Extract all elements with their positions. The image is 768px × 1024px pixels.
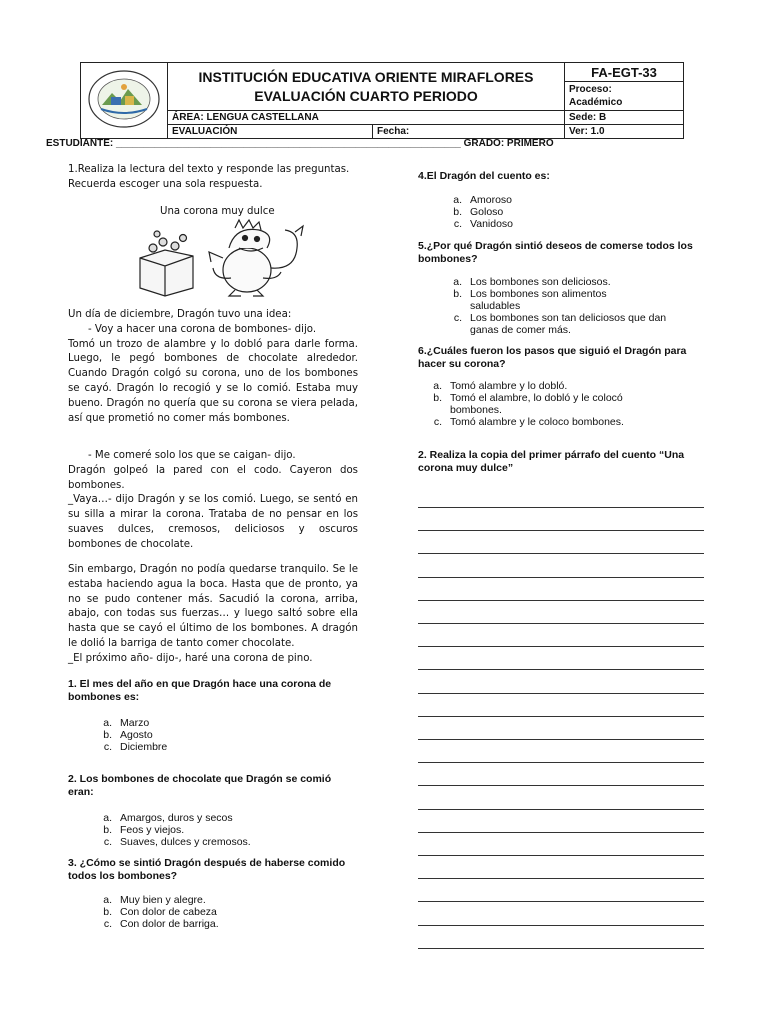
question-text: 1. El mes del año en que Dragón hace una corona de bombones es:	[68, 678, 332, 703]
answer-line[interactable]	[418, 925, 704, 926]
answer-line[interactable]	[418, 739, 704, 740]
answer-line[interactable]	[418, 669, 704, 670]
option-a[interactable]: a. Los bombones son deliciosos.	[453, 276, 611, 288]
option-c[interactable]: c. Suaves, dulces y cremosos.	[103, 836, 251, 848]
answer-line[interactable]	[418, 832, 704, 833]
option-b[interactable]: b. Tomó el alambre, lo dobló y le colocó bombones.	[433, 392, 623, 416]
option-c[interactable]: c. Los bombones son tan deliciosos que dan ganas de comer más.	[453, 312, 667, 336]
story-paragraph-1: Un día de diciembre, Dragón tuvo una idea: - Voy a hacer una corona de bombones- dijo. Tomó un trozo de alambre y lo dobló para darle forma. Luego, le pegó bombones de chocolate alrededor. Cuando Dragón colgó su corona, uno de los bombones se cayó. Dragón lo recogió y se lo comió. Estaba muy bueno. Dragón no quería que su corona se viera pelada, así que prometió no comer más bombones.	[68, 309, 358, 424]
answer-line[interactable]	[418, 948, 704, 949]
question-4	[418, 170, 708, 230]
answer-line[interactable]	[418, 785, 704, 786]
student-grade-line: ESTUDIANTE: ______________________________________________________________ GRADO: PRIMERO	[46, 138, 554, 149]
evaluation-title: EVALUACIÓN CUARTO PERIODO	[254, 87, 478, 104]
question-text: 5.¿Por qué Dragón sintió deseos de comerse todos los bombones?	[418, 240, 693, 265]
area-cell: ÁREA: LENGUA CASTELLANA	[168, 111, 565, 125]
question-6	[418, 345, 708, 428]
answer-line[interactable]	[418, 553, 704, 554]
option-b[interactable]: b. Goloso	[453, 205, 504, 218]
sede-cell: Sede: B	[565, 111, 684, 125]
instructions: 1.Realiza la lectura del texto y responde las preguntas. Recuerda escoger una sola respuesta.	[68, 164, 350, 190]
option-a[interactable]: a. Amoroso	[453, 193, 513, 206]
school-seal-icon	[87, 69, 161, 129]
title-cell	[168, 63, 565, 111]
question-text: 4.El Dragón del cuento es:	[418, 170, 550, 182]
fecha-cell: Fecha:	[373, 125, 565, 139]
school-logo-cell	[81, 63, 168, 139]
proceso-cell: Proceso: Académico	[565, 82, 684, 111]
story-paragraph-3: Sin embargo, Dragón no podía quedarse tranquilo. Se le estaba haciendo agua la boca. Hasta que de pronto, ya no se pudo contener más. Sacudió la corona, arriba, abajo, con todas sus fuerzas… y luego saltó sobre ella hasta que se cayó el último de los bombones. A dragón le dolió la barriga de tanto comer chocolate. _El próximo año- dijo-, haré una corona de pino.	[68, 564, 358, 664]
option-c[interactable]: c. Diciembre	[103, 741, 168, 753]
answer-line[interactable]	[418, 623, 704, 624]
option-a[interactable]: a. Marzo	[103, 717, 150, 729]
option-c[interactable]: c. Vanidoso	[453, 217, 514, 230]
option-b[interactable]: b. Los bombones son alimentos saludables	[453, 288, 607, 312]
option-b[interactable]: b. Agosto	[103, 729, 153, 741]
answer-line[interactable]	[418, 809, 704, 810]
copy-task-prompt: 2. Realiza la copia del primer párrafo del cuento “Una corona muy dulce”	[418, 449, 685, 474]
answer-line[interactable]	[418, 600, 704, 601]
question-text: 6.¿Cuáles fueron los pasos que siguió el Dragón para hacer su corona?	[418, 345, 687, 370]
version-cell: Ver: 1.0	[565, 125, 684, 139]
question-5	[418, 240, 708, 336]
option-a[interactable]: a. Muy bien y alegre.	[103, 894, 206, 906]
answer-line[interactable]	[418, 855, 704, 856]
question-text: 2. Los bombones de chocolate que Dragón se comió eran:	[68, 773, 332, 798]
story-title: Una corona muy dulce	[160, 206, 275, 217]
story-paragraph-2: - Me comeré solo los que se caigan- dijo. Dragón golpeó la pared con el codo. Cayeron dos bombones. _Vaya…- dijo Dragón y se los comió. Luego, se sentó en su silla a mirar la corona. Trataba de no pensar en los suaves dulces, cremosos, deliciosos y oscuros bombones de chocolate.	[68, 450, 358, 550]
dragon-illustration	[135, 218, 320, 298]
document-code: FA-EGT-33	[565, 63, 684, 82]
answer-line[interactable]	[418, 507, 704, 508]
question-1	[68, 678, 358, 753]
answer-line[interactable]	[418, 577, 704, 578]
option-c[interactable]: c. Tomó alambre y le coloco bombones.	[433, 416, 624, 428]
institution-name: INSTITUCIÓN EDUCATIVA ORIENTE MIRAFLORES	[198, 68, 534, 85]
answer-line[interactable]	[418, 762, 704, 763]
question-3	[68, 857, 358, 930]
option-b[interactable]: b. Feos y viejos.	[103, 824, 185, 836]
header-table	[80, 62, 684, 139]
answer-line[interactable]	[418, 693, 704, 694]
answer-line[interactable]	[418, 878, 704, 879]
option-b[interactable]: b. Con dolor de cabeza	[103, 906, 217, 918]
question-2	[68, 773, 358, 848]
answer-line[interactable]	[418, 716, 704, 717]
option-c[interactable]: c. Con dolor de barriga.	[103, 918, 219, 930]
answer-line[interactable]	[418, 530, 704, 531]
answer-line[interactable]	[418, 646, 704, 647]
question-text: 3. ¿Cómo se sintió Dragón después de haberse comido todos los bombones?	[68, 857, 346, 882]
option-a[interactable]: a. Tomó alambre y lo dobló.	[433, 380, 568, 392]
option-a[interactable]: a. Amargos, duros y secos	[103, 812, 233, 824]
answer-line[interactable]	[418, 901, 704, 902]
evaluacion-cell: EVALUACIÓN	[168, 125, 373, 139]
